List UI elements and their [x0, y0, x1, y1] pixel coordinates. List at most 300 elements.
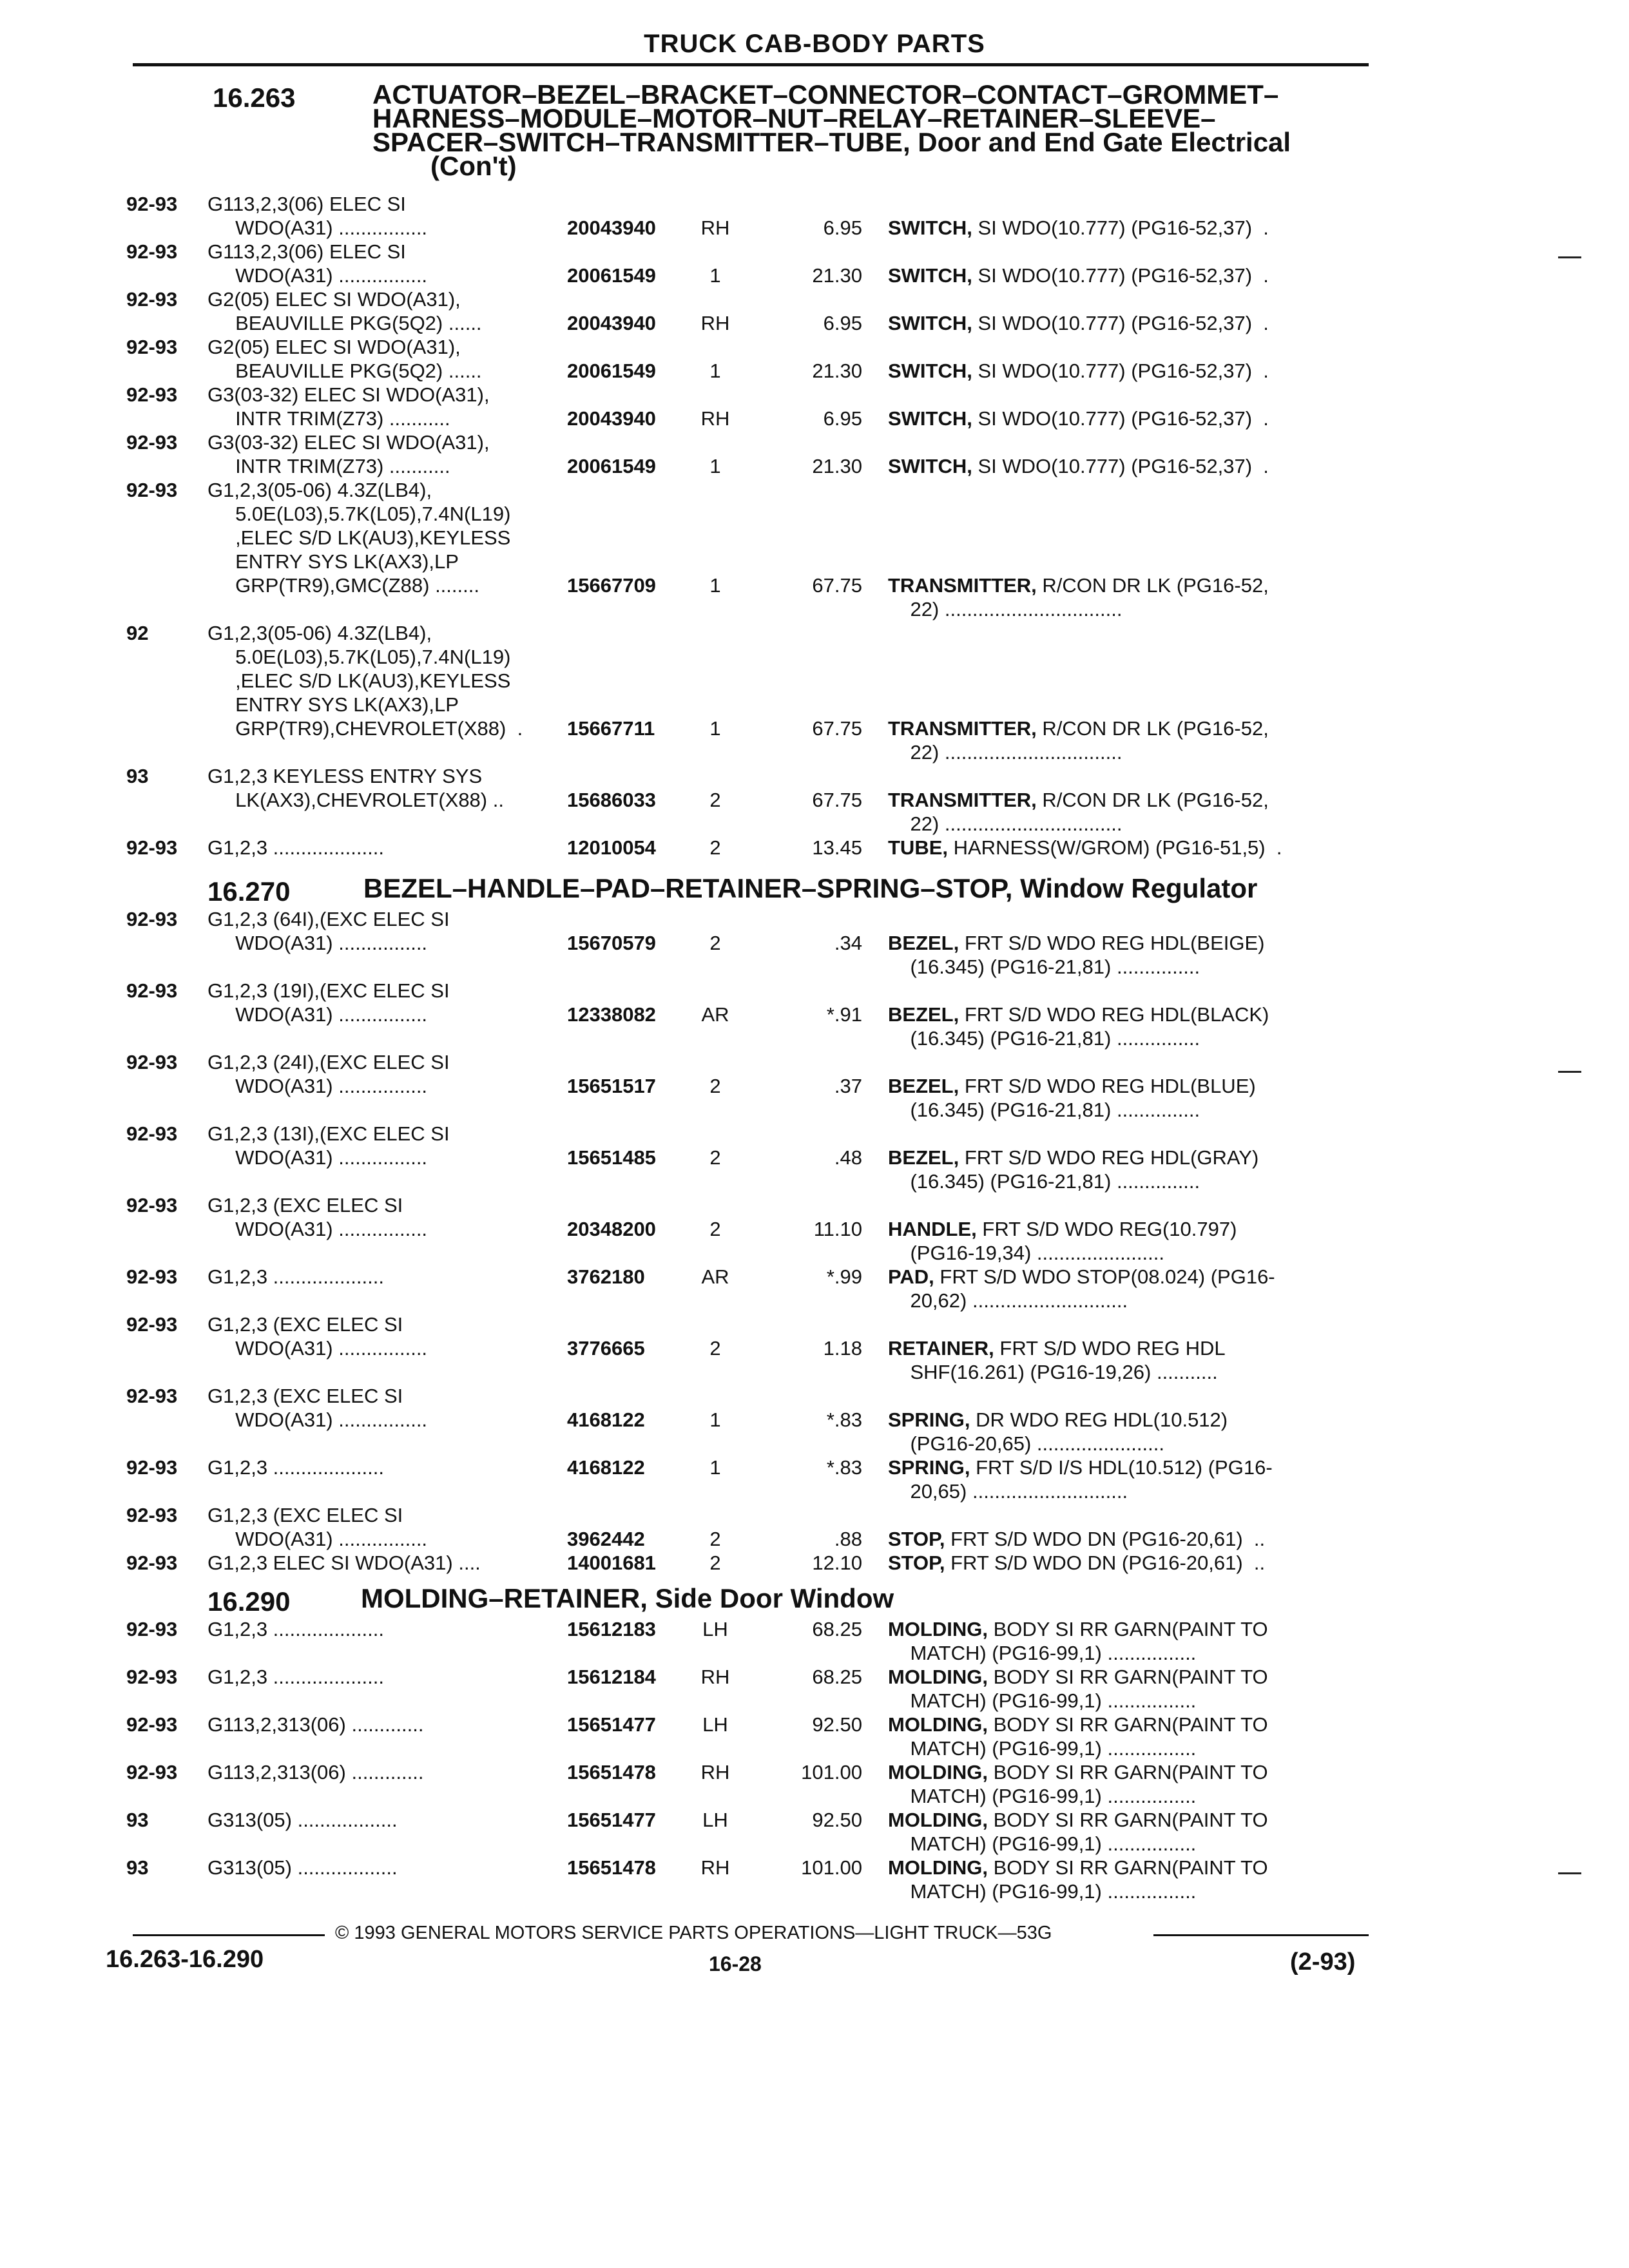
- part-number: 15667711: [567, 717, 655, 740]
- part-number: 15651485: [567, 1146, 656, 1169]
- model-year: 93: [126, 765, 149, 787]
- quantity: AR: [701, 1265, 729, 1288]
- part-name-keyword: SPRING,: [888, 1456, 970, 1479]
- model-year: 92-93: [126, 1313, 178, 1336]
- table-row: [0, 1503, 1629, 1551]
- header-rule: [133, 63, 1369, 66]
- part-name-keyword: TUBE,: [888, 836, 948, 859]
- price: .34: [834, 932, 862, 954]
- part-number: 15686033: [567, 789, 656, 811]
- price: 12.10: [812, 1552, 862, 1574]
- part-name: [888, 359, 1269, 383]
- part-name: [888, 1241, 1164, 1265]
- table-row: [0, 979, 1629, 1050]
- part-number: 15651478: [567, 1856, 656, 1879]
- usage-description: ,ELEC S/D LK(AU3),KEYLESS: [207, 526, 511, 549]
- price: 101.00: [801, 1856, 862, 1879]
- usage-description: G1,2,3 (EXC ELEC SI: [207, 1504, 403, 1526]
- quantity: 2: [709, 836, 721, 859]
- part-name-text: BODY SI RR GARN(PAINT TO: [988, 1856, 1268, 1879]
- quantity: 1: [709, 264, 721, 287]
- table-row: [0, 335, 1629, 383]
- part-name-text: SI WDO(10.777) (PG16-52,37) .: [972, 312, 1269, 334]
- price: 67.75: [812, 717, 862, 740]
- part-name-text: FRT S/D WDO DN (PG16-20,61) ..: [945, 1528, 1266, 1550]
- quantity: 2: [709, 789, 721, 811]
- part-name-text: MATCH) (PG16-99,1) ................: [888, 1880, 1197, 1903]
- price: 1.18: [823, 1337, 862, 1360]
- quantity: LH: [702, 1618, 728, 1640]
- usage-description: WDO(A31) ................: [207, 1075, 428, 1097]
- table-row: [0, 383, 1629, 430]
- part-name-text: FRT S/D WDO REG HDL(BLUE): [959, 1075, 1256, 1097]
- table-row: [0, 287, 1629, 335]
- usage-description: G1,2,3 (EXC ELEC SI: [207, 1385, 403, 1407]
- table-row: [0, 836, 1629, 860]
- section-number: 16.290: [207, 1586, 291, 1617]
- part-name: [888, 1760, 1268, 1784]
- part-name-text: FRT S/D WDO REG HDL(BEIGE): [959, 932, 1265, 954]
- part-number: 20043940: [567, 407, 656, 430]
- section-title-line: MOLDING–RETAINER, Side Door Window: [361, 1583, 894, 1613]
- usage-description: G1,2,3(05-06) 4.3Z(LB4),: [207, 622, 432, 644]
- model-year: 92-93: [126, 836, 178, 859]
- model-year: 92-93: [126, 979, 178, 1002]
- usage-description: G1,2,3 (13I),(EXC ELEC SI: [207, 1122, 450, 1145]
- usage-description: ,ELEC S/D LK(AU3),KEYLESS: [207, 669, 511, 692]
- part-name-text: 22) ................................: [888, 598, 1123, 620]
- part-name-keyword: SWITCH,: [888, 216, 972, 239]
- quantity: 2: [709, 1337, 721, 1360]
- quantity: 2: [709, 1146, 721, 1169]
- usage-description: WDO(A31) ................: [207, 1528, 428, 1550]
- part-number: 14001681: [567, 1552, 656, 1574]
- part-name: [888, 1432, 1164, 1456]
- part-name-text: R/CON DR LK (PG16-52,: [1036, 574, 1269, 597]
- part-name-text: MATCH) (PG16-99,1) ................: [888, 1642, 1197, 1664]
- part-name-keyword: MOLDING,: [888, 1761, 988, 1783]
- table-row: [0, 240, 1629, 287]
- part-name: [888, 1856, 1268, 1879]
- quantity: RH: [700, 1761, 730, 1783]
- model-year: 92-93: [126, 1552, 178, 1574]
- price: *.91: [826, 1003, 862, 1026]
- usage-description: G3(03-32) ELEC SI WDO(A31),: [207, 383, 490, 406]
- price: 21.30: [812, 360, 862, 382]
- part-name-keyword: TRANSMITTER,: [888, 574, 1037, 597]
- price: 101.00: [801, 1761, 862, 1783]
- usage-description: G2(05) ELEC SI WDO(A31),: [207, 288, 461, 311]
- part-name: [888, 1832, 1196, 1856]
- part-name-text: FRT S/D I/S HDL(10.512) (PG16-: [970, 1456, 1273, 1479]
- part-name-text: FRT S/D WDO STOP(08.024) (PG16-: [934, 1265, 1275, 1288]
- model-year: 92-93: [126, 288, 178, 311]
- part-name-keyword: MOLDING,: [888, 1618, 988, 1640]
- part-name-keyword: TRANSMITTER,: [888, 789, 1037, 811]
- usage-description: G1,2,3 ....................: [207, 1618, 384, 1640]
- part-name-keyword: TRANSMITTER,: [888, 717, 1037, 740]
- part-name-keyword: STOP,: [888, 1552, 945, 1574]
- part-name-text: 20,65) ............................: [888, 1480, 1128, 1503]
- margin-mark: [1558, 1872, 1581, 1874]
- usage-description: INTR TRIM(Z73) ...........: [207, 407, 450, 430]
- price: *.83: [826, 1408, 862, 1431]
- part-name-keyword: STOP,: [888, 1528, 945, 1550]
- quantity: 1: [709, 360, 721, 382]
- quantity: 2: [709, 1528, 721, 1550]
- part-name-text: FRT S/D WDO REG(10.797): [976, 1218, 1237, 1240]
- part-name-text: SI WDO(10.777) (PG16-52,37) .: [972, 216, 1269, 239]
- usage-description: WDO(A31) ................: [207, 1408, 428, 1431]
- model-year: 92-93: [126, 908, 178, 930]
- table-row: [0, 1193, 1629, 1264]
- part-name-keyword: SWITCH,: [888, 312, 972, 334]
- model-year: 92-93: [126, 1618, 178, 1640]
- price: 6.95: [823, 216, 862, 239]
- section-number: 16.270: [207, 876, 291, 907]
- part-number: 15670579: [567, 932, 656, 954]
- table-row: [0, 764, 1629, 835]
- part-name: [888, 1665, 1268, 1689]
- part-name: [888, 1617, 1268, 1641]
- part-name: [888, 1784, 1196, 1808]
- part-name-text: SHF(16.261) (PG16-19,26) ...........: [888, 1361, 1218, 1383]
- price: *.99: [826, 1265, 862, 1288]
- quantity: LH: [702, 1713, 728, 1736]
- part-name-keyword: PAD,: [888, 1265, 934, 1288]
- part-number: 4168122: [567, 1408, 645, 1431]
- table-row: [0, 1265, 1629, 1312]
- part-name-text: SI WDO(10.777) (PG16-52,37) .: [972, 360, 1269, 382]
- section-title-line: BEZEL–HANDLE–PAD–RETAINER–SPRING–STOP, Window Regulator: [363, 873, 1258, 903]
- usage-description: ENTRY SYS LK(AX3),LP: [207, 550, 459, 573]
- quantity: 1: [709, 1408, 721, 1431]
- quantity: RH: [700, 1856, 730, 1879]
- part-name-keyword: SWITCH,: [888, 360, 972, 382]
- part-name-text: SI WDO(10.777) (PG16-52,37) .: [972, 455, 1269, 477]
- part-name: [888, 1336, 1226, 1360]
- part-name: [888, 1003, 1269, 1026]
- table-row: [0, 1050, 1629, 1121]
- model-year: 92-93: [126, 1713, 178, 1736]
- usage-description: WDO(A31) ................: [207, 264, 428, 287]
- part-name: [888, 1713, 1268, 1736]
- usage-description: G1,2,3 ....................: [207, 1265, 384, 1288]
- usage-description: G1,2,3(05-06) 4.3Z(LB4),: [207, 479, 432, 501]
- part-name-text: (16.345) (PG16-21,81) ...............: [888, 1099, 1200, 1121]
- usage-description: G1,2,3 (19I),(EXC ELEC SI: [207, 979, 450, 1002]
- section-title-line: SPACER–SWITCH–TRANSMITTER–TUBE, Door and End Gate Electrical: [372, 127, 1291, 157]
- price: 68.25: [812, 1618, 862, 1640]
- part-name: [888, 1217, 1237, 1241]
- part-name-text: MATCH) (PG16-99,1) ................: [888, 1785, 1197, 1807]
- usage-description: G2(05) ELEC SI WDO(A31),: [207, 336, 461, 358]
- footer-range: 16.263-16.290: [106, 1946, 264, 1973]
- part-name-keyword: BEZEL,: [888, 1075, 959, 1097]
- table-row: [0, 1617, 1629, 1665]
- quantity: 2: [709, 1552, 721, 1574]
- part-name-text: 20,62) ............................: [888, 1289, 1128, 1312]
- model-year: 92-93: [126, 1194, 178, 1216]
- part-number: 15651478: [567, 1761, 656, 1783]
- price: 67.75: [812, 789, 862, 811]
- quantity: RH: [700, 407, 730, 430]
- quantity: AR: [701, 1003, 729, 1026]
- price: 21.30: [812, 455, 862, 477]
- part-number: 20348200: [567, 1218, 656, 1240]
- part-number: 15612183: [567, 1618, 656, 1640]
- part-name: [888, 716, 1269, 740]
- model-year: 92-93: [126, 1504, 178, 1526]
- usage-description: G1,2,3 (24I),(EXC ELEC SI: [207, 1051, 450, 1073]
- usage-description: G313(05) ..................: [207, 1809, 398, 1831]
- part-name-text: BODY SI RR GARN(PAINT TO: [988, 1761, 1268, 1783]
- footer-rule-left: [133, 1934, 325, 1936]
- page-header: TRUCK CAB-BODY PARTS: [644, 30, 985, 58]
- part-name-text: MATCH) (PG16-99,1) ................: [888, 1737, 1197, 1760]
- part-name-keyword: SPRING,: [888, 1408, 970, 1431]
- usage-description: 5.0E(L03),5.7K(L05),7.4N(L19): [207, 503, 511, 525]
- part-name: [888, 1808, 1268, 1832]
- part-name: [888, 1408, 1228, 1432]
- usage-description: LK(AX3),CHEVROLET(X88) ..: [207, 789, 504, 811]
- usage-description: G1,2,3 ....................: [207, 1666, 384, 1688]
- part-name-text: (16.345) (PG16-21,81) ...............: [888, 1027, 1200, 1050]
- part-name-text: (PG16-20,65) .......................: [888, 1432, 1164, 1455]
- table-row: [0, 1856, 1629, 1903]
- part-name: [888, 454, 1269, 478]
- price: .37: [834, 1075, 862, 1097]
- footer-rule-right: [1153, 1934, 1369, 1936]
- part-name: [888, 1074, 1256, 1098]
- part-name-text: 22) ................................: [888, 741, 1123, 764]
- model-year: 92-93: [126, 1051, 178, 1073]
- usage-description: G1,2,3 (EXC ELEC SI: [207, 1313, 403, 1336]
- quantity: RH: [700, 216, 730, 239]
- part-name: [888, 1736, 1196, 1760]
- part-name: [888, 1527, 1265, 1551]
- part-name-text: BODY SI RR GARN(PAINT TO: [988, 1809, 1268, 1831]
- part-name-text: DR WDO REG HDL(10.512): [970, 1408, 1228, 1431]
- part-name: [888, 1169, 1200, 1193]
- model-year: 93: [126, 1856, 149, 1879]
- part-name-text: MATCH) (PG16-99,1) ................: [888, 1832, 1197, 1855]
- model-year: 92-93: [126, 1456, 178, 1479]
- model-year: 92-93: [126, 383, 178, 406]
- part-name-keyword: HANDLE,: [888, 1218, 977, 1240]
- usage-description: BEAUVILLE PKG(5Q2) ......: [207, 312, 482, 334]
- price: 11.10: [813, 1218, 862, 1240]
- part-name-text: SI WDO(10.777) (PG16-52,37) .: [972, 407, 1269, 430]
- part-name: [888, 311, 1269, 335]
- part-name: [888, 1026, 1200, 1050]
- usage-description: G313(05) ..................: [207, 1856, 398, 1879]
- margin-mark: [1558, 256, 1581, 258]
- table-row: [0, 1122, 1629, 1193]
- quantity: 2: [709, 932, 721, 954]
- part-name: [888, 812, 1122, 836]
- part-name-text: FRT S/D WDO REG HDL: [994, 1337, 1226, 1360]
- price: 6.95: [823, 312, 862, 334]
- usage-description: ENTRY SYS LK(AX3),LP: [207, 693, 459, 716]
- quantity: 1: [709, 1456, 721, 1479]
- price: 13.45: [812, 836, 862, 859]
- part-name-text: (PG16-19,34) .......................: [888, 1242, 1164, 1264]
- part-name-text: BODY SI RR GARN(PAINT TO: [988, 1666, 1268, 1688]
- part-number: 4168122: [567, 1456, 645, 1479]
- price: 6.95: [823, 407, 862, 430]
- quantity: 1: [709, 717, 721, 740]
- usage-description: G113,2,3(06) ELEC SI: [207, 193, 406, 215]
- table-row: [0, 1713, 1629, 1760]
- usage-description: GRP(TR9),GMC(Z88) ........: [207, 574, 479, 597]
- part-name-text: SI WDO(10.777) (PG16-52,37) .: [972, 264, 1269, 287]
- section-title-line: (Con't): [430, 151, 517, 181]
- table-row: [0, 1312, 1629, 1383]
- usage-description: G1,2,3 (EXC ELEC SI: [207, 1194, 403, 1216]
- part-name: [888, 1689, 1196, 1713]
- part-name: [888, 1879, 1196, 1903]
- price: 21.30: [812, 264, 862, 287]
- model-year: 92-93: [126, 336, 178, 358]
- part-number: 3962442: [567, 1528, 645, 1550]
- usage-description: BEAUVILLE PKG(5Q2) ......: [207, 360, 482, 382]
- quantity: LH: [702, 1809, 728, 1831]
- section-title-line: HARNESS–MODULE–MOTOR–NUT–RELAY–RETAINER–SLEEVE–: [372, 103, 1216, 133]
- usage-description: WDO(A31) ................: [207, 1146, 428, 1169]
- part-name: [888, 1098, 1200, 1122]
- table-row: [0, 1808, 1629, 1856]
- part-name-text: FRT S/D WDO DN (PG16-20,61) ..: [945, 1552, 1266, 1574]
- price: .88: [834, 1528, 862, 1550]
- usage-description: WDO(A31) ................: [207, 932, 428, 954]
- part-name-text: FRT S/D WDO REG HDL(BLACK): [959, 1003, 1269, 1026]
- usage-description: G1,2,3 KEYLESS ENTRY SYS: [207, 765, 483, 787]
- part-name: [888, 597, 1122, 621]
- part-name: [888, 1551, 1265, 1575]
- part-name-keyword: SWITCH,: [888, 455, 972, 477]
- model-year: 92-93: [126, 193, 178, 215]
- part-name: [888, 1641, 1196, 1665]
- usage-description: G1,2,3 ....................: [207, 1456, 384, 1479]
- table-row: [0, 1456, 1629, 1503]
- part-name: [888, 740, 1122, 764]
- part-number: 20061549: [567, 264, 656, 287]
- part-number: 15651477: [567, 1809, 656, 1831]
- part-name-text: BODY SI RR GARN(PAINT TO: [988, 1618, 1268, 1640]
- model-year: 92-93: [126, 1666, 178, 1688]
- usage-description: G3(03-32) ELEC SI WDO(A31),: [207, 431, 490, 454]
- usage-description: G113,2,313(06) .............: [207, 1761, 424, 1783]
- table-row: [0, 430, 1629, 478]
- price: .48: [834, 1146, 862, 1169]
- price: 67.75: [812, 574, 862, 597]
- part-name-text: 22) ................................: [888, 812, 1123, 835]
- model-year: 92-93: [126, 479, 178, 501]
- model-year: 92-93: [126, 1385, 178, 1407]
- quantity: 2: [709, 1075, 721, 1097]
- usage-description: WDO(A31) ................: [207, 1218, 428, 1240]
- quantity: 1: [709, 455, 721, 477]
- part-number: 15651477: [567, 1713, 656, 1736]
- usage-description: WDO(A31) ................: [207, 1337, 428, 1360]
- part-name-keyword: MOLDING,: [888, 1666, 988, 1688]
- part-number: 3762180: [567, 1265, 645, 1288]
- part-name: [888, 836, 1282, 860]
- usage-description: G113,2,3(06) ELEC SI: [207, 240, 406, 263]
- part-number: 12338082: [567, 1003, 656, 1026]
- table-row: [0, 192, 1629, 240]
- model-year: 92-93: [126, 1122, 178, 1145]
- table-row: [0, 1665, 1629, 1713]
- usage-description: G1,2,3 ELEC SI WDO(A31) ....: [207, 1552, 481, 1574]
- part-number: 20061549: [567, 455, 656, 477]
- footer-copyright: © 1993 GENERAL MOTORS SERVICE PARTS OPERATIONS—LIGHT TRUCK—53G: [335, 1923, 1052, 1943]
- part-name: [888, 1456, 1273, 1479]
- part-name-keyword: MOLDING,: [888, 1809, 988, 1831]
- part-name-text: (16.345) (PG16-21,81) ...............: [888, 1170, 1200, 1193]
- part-name-keyword: RETAINER,: [888, 1337, 994, 1360]
- table-row: [0, 1551, 1629, 1575]
- price: *.83: [826, 1456, 862, 1479]
- part-number: 3776665: [567, 1337, 645, 1360]
- part-name: [888, 1289, 1128, 1312]
- part-number: 20061549: [567, 360, 656, 382]
- part-name: [888, 264, 1269, 287]
- part-number: 15651517: [567, 1075, 656, 1097]
- model-year: 92-93: [126, 1265, 178, 1288]
- part-number: 20043940: [567, 312, 656, 334]
- footer-date: (2-93): [1290, 1948, 1356, 1975]
- margin-mark: [1558, 1071, 1581, 1073]
- part-name: [888, 407, 1269, 430]
- part-number: 20043940: [567, 216, 656, 239]
- part-name-keyword: MOLDING,: [888, 1713, 988, 1736]
- part-name-keyword: BEZEL,: [888, 932, 959, 954]
- model-year: 92: [126, 622, 149, 644]
- part-name: [888, 931, 1264, 955]
- table-row: [0, 907, 1629, 978]
- part-name-text: BODY SI RR GARN(PAINT TO: [988, 1713, 1268, 1736]
- part-name: [888, 1360, 1218, 1384]
- part-name-text: FRT S/D WDO REG HDL(GRAY): [959, 1146, 1259, 1169]
- part-name-keyword: SWITCH,: [888, 407, 972, 430]
- usage-description: G1,2,3 ....................: [207, 836, 384, 859]
- part-name: [888, 1265, 1275, 1289]
- table-row: [0, 621, 1629, 764]
- part-number: 15612184: [567, 1666, 656, 1688]
- usage-description: INTR TRIM(Z73) ...........: [207, 455, 450, 477]
- part-name: [888, 1146, 1258, 1169]
- part-name: [888, 1479, 1128, 1503]
- footer-page-number: 16-28: [709, 1952, 762, 1975]
- part-name-text: (16.345) (PG16-21,81) ...............: [888, 956, 1200, 978]
- table-row: [0, 1760, 1629, 1808]
- part-number: 15667709: [567, 574, 656, 597]
- price: 92.50: [812, 1809, 862, 1831]
- table-row: [0, 1384, 1629, 1455]
- part-name: [888, 216, 1269, 240]
- part-name-keyword: BEZEL,: [888, 1003, 959, 1026]
- usage-description: WDO(A31) ................: [207, 1003, 428, 1026]
- table-row: [0, 478, 1629, 620]
- part-name: [888, 955, 1200, 979]
- quantity: RH: [700, 1666, 730, 1688]
- part-name-text: HARNESS(W/GROM) (PG16-51,5) .: [948, 836, 1282, 859]
- model-year: 92-93: [126, 1761, 178, 1783]
- part-name-keyword: MOLDING,: [888, 1856, 988, 1879]
- part-name-keyword: BEZEL,: [888, 1146, 959, 1169]
